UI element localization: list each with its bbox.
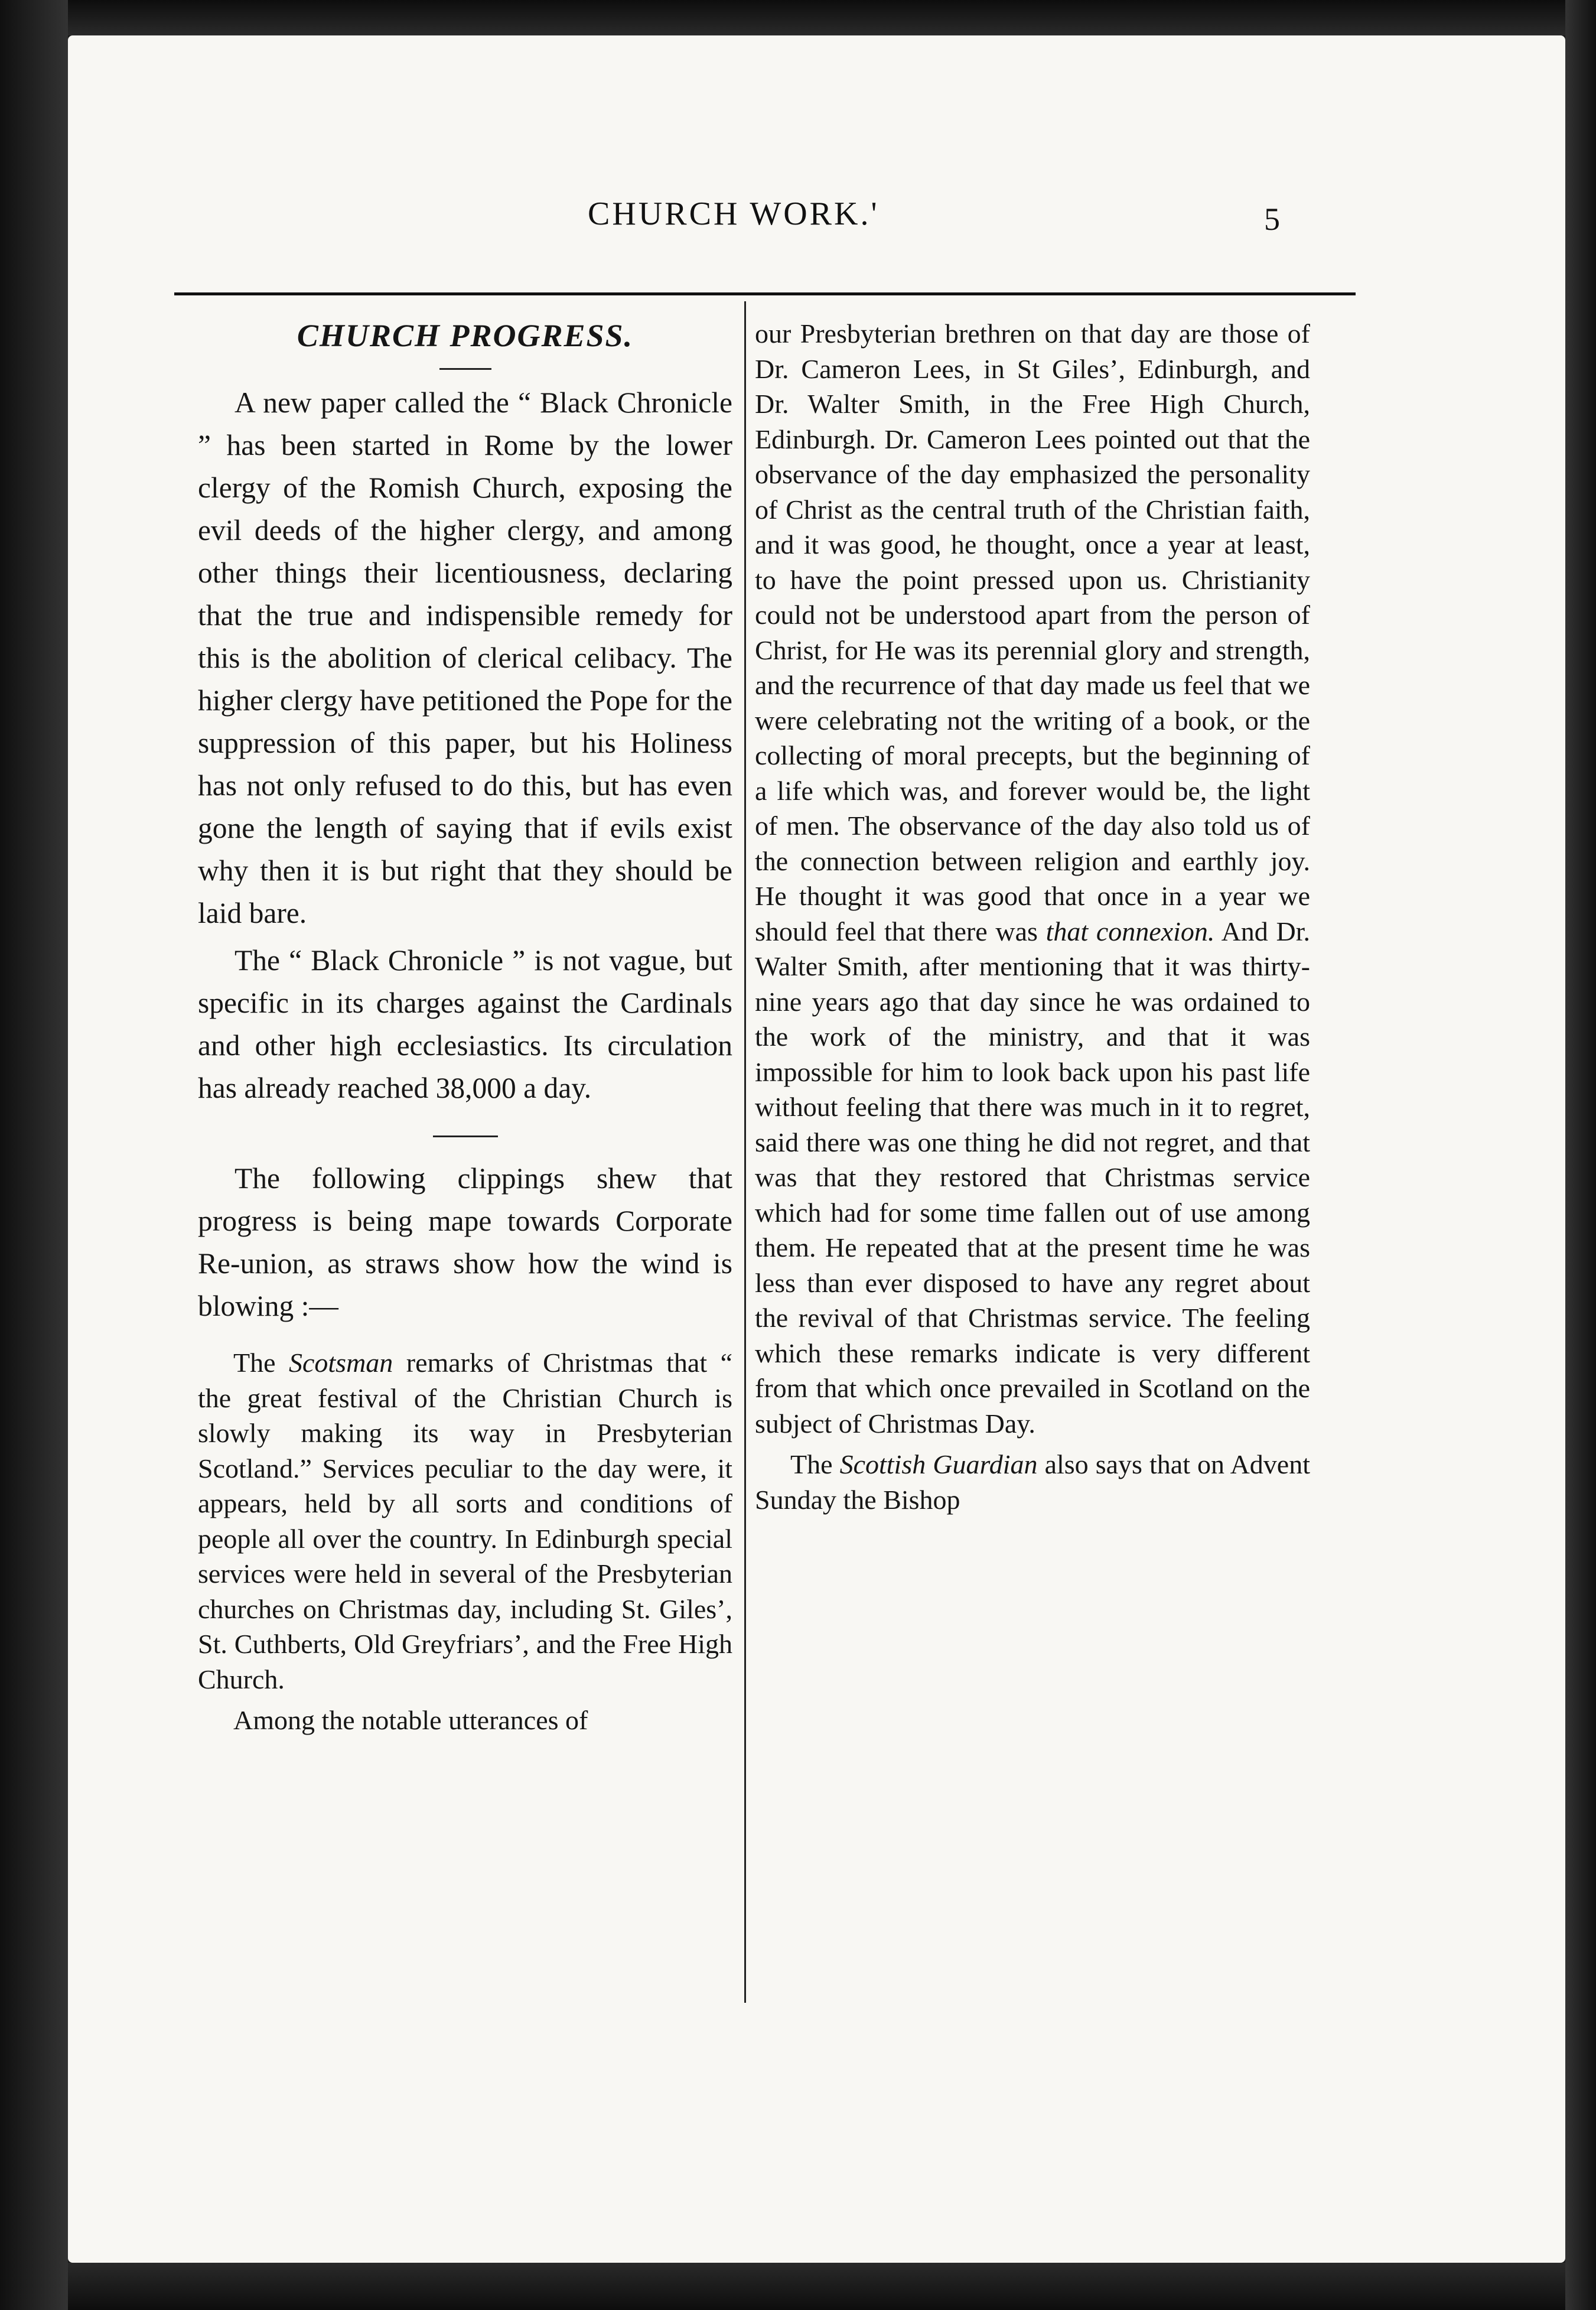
guardian-lead: The (790, 1449, 840, 1479)
cameron-lees-body: our Presbyterian brethren on that day are those of Dr. Cameron Lees, in St Giles’, Edinburgh, and Dr. Walter Smith, in the Free High Church, Edinburgh. Dr. Cameron Lees pointed out that the observance of the day emphasized the personality of Christ as the central truth of the Christian faith, and it was good, he thought, once a year at least, to have the point pressed upon us. Christianity could not be understood apart from the person of Christ, for He was its perennial glory and strength, and the recurrence of that day made us feel that we were celebrating not the writing of a book, or the collecting of moral precepts, but the beginning of a life which was, and forever would be, the light of men. The observance of the day also told us of the connection between religion and earthly joy. He thought it was good that once in a year we should feel that there was (755, 318, 1310, 946)
page-header (68, 189, 1565, 260)
article-title: CHURCH PROGRESS. (297, 318, 634, 353)
scotsman-title: Scotsman (288, 1348, 393, 1378)
paragraph-gap (198, 1332, 732, 1345)
scotsman-lead: The (233, 1348, 289, 1378)
guardian-body: also says that on Advent Sunday the Bishop (755, 1449, 1310, 1515)
paragraph-black-chronicle-charges: The “ Black Chronicle ” is not vague, but specific in its charges against the Cardinals and other high ecclesiastics. Its circulation has already reached 38,000 a day. (198, 944, 732, 1104)
scan-border-bottom (0, 2263, 1596, 2310)
column-divider (744, 301, 746, 2003)
scan-border-top (0, 0, 1596, 35)
left-column (198, 316, 732, 1738)
scan-border-left (0, 0, 68, 2310)
page-sheet (68, 35, 1565, 2263)
running-title: CHURCH WORK.' (588, 196, 880, 232)
paragraph-clippings-intro: The following clippings shew that progress is being mape towards Corporate Re-union, as straws show how the wind is blowing :— (198, 1162, 732, 1322)
right-column (755, 316, 1310, 1517)
paragraph-scottish-guardian (755, 1447, 1310, 1517)
guardian-title: Scottish Guardian (839, 1449, 1038, 1479)
page-number: 5 (1264, 201, 1280, 237)
scan-border-right (1565, 0, 1596, 2310)
paragraph-scotsman (198, 1345, 732, 1697)
title-rule (439, 368, 491, 370)
paragraph-cameron-lees (755, 316, 1310, 1441)
paragraph-black-chronicle-intro: A new paper called the “ Black Chronicle ” has been started in Rome by the lower clergy of the Romish Church, exposing the evil deeds of the higher clergy, and among other things their licentiousness, declaring that the true and indispensible remedy for this is the abolition of clerical celibacy. The higher clergy have petitioned the Pope for the suppression of this paper, but his Holiness has not only refused to do this, but has even gone the length of saying that if evils exist why then it is but right that they should be laid bare. (198, 386, 732, 929)
scotsman-body: remarks of Christmas that “ the great festival of the Christian Church is slowly making its way in Presbyterian Scotland.” Services peculiar to the day were, it appears, held by all sorts and conditions of people all over the country. In Edinburgh special services were held in several of the Presbyterian churches on Christmas day, including St. Giles’, St. Cuthberts, Old Greyfriars’, and the Free High Church. (198, 1348, 732, 1694)
section-rule (433, 1136, 498, 1137)
connexion-emphasis: that connexion. (1045, 916, 1215, 946)
paragraph-notable-utterances: Among the notable utterances of (233, 1705, 588, 1735)
header-rule (174, 292, 1356, 295)
walter-smith-body: And Dr. Walter Smith, after mentioning that it was thirty-nine years ago that day since he was ordained to the work of the ministry, and that it was impossible for him to look back upon his past life without feeling that there was much in it to regret, said there was one thing he did not regret, and that was that they restored that Christmas service which had for some time fallen out of use among them. He repeated that at the present time he was less than ever disposed to have any regret about the revival of that Christmas service. The feeling which these remarks indicate is very different from that which once prevailed in Scotland on the subject of Christmas Day. (755, 916, 1311, 1439)
